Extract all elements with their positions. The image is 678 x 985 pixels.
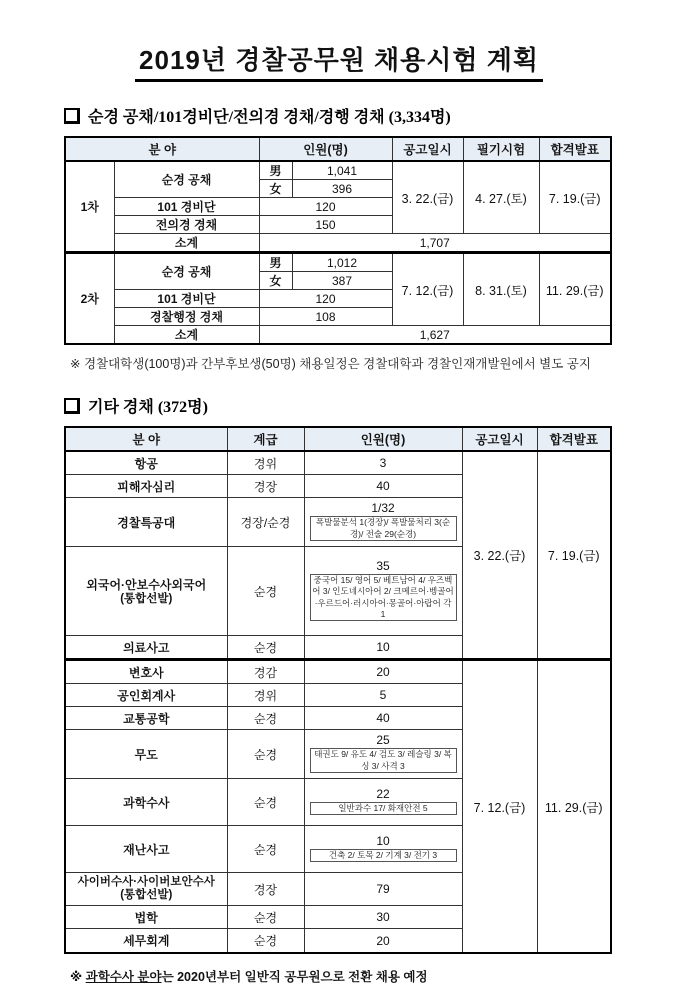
row-count: 20: [304, 929, 462, 954]
row-rank: 경감: [227, 660, 304, 684]
t1-r2-male-row: [65, 253, 611, 272]
t1-r2-admin-count: 108: [259, 308, 392, 326]
row-count: 40: [304, 707, 462, 730]
t1-round1-label: 1차: [65, 161, 114, 253]
t1-round2-label: 2차: [65, 253, 114, 345]
table-row-aviation: [65, 451, 611, 475]
row-field: 세무회계: [65, 929, 227, 954]
row-count-detail: 건축 2/ 토목 2/ 기계 3/ 전기 3: [310, 849, 457, 862]
row-count: 22: [376, 786, 390, 801]
t1-r1-guard-label: 101 경비단: [114, 198, 259, 216]
square-bullet-icon: [64, 398, 80, 414]
t2-header-pass: 합격발표: [537, 427, 611, 451]
title-wrap: [0, 0, 678, 82]
row-rank: 경장/순경: [227, 498, 304, 547]
t1-r2-guard-count: 120: [259, 290, 392, 308]
t1-r2-announce-date: 7. 12.(금): [392, 253, 463, 326]
row-count-cell: [304, 547, 462, 636]
row-count-cell: [304, 826, 462, 873]
row-count: 10: [376, 833, 390, 848]
row-field: 법학: [65, 906, 227, 929]
row-rank: 경위: [227, 684, 304, 707]
section2-heading: [64, 394, 678, 417]
t2-header-rank: 계급: [227, 427, 304, 451]
row-count: 30: [304, 906, 462, 929]
square-bullet-icon: [64, 108, 80, 124]
t1-r1-subtotal-row: [65, 234, 611, 253]
t1-header-count: 인원(명): [259, 137, 392, 161]
t1-r2-female-count: 387: [292, 272, 392, 290]
row-count: 3: [304, 451, 462, 475]
row-field: 과학수사: [65, 779, 227, 826]
page-title: 2019년 경찰공무원 채용시험 계획: [135, 40, 543, 82]
t1-header-written: 필기시험: [463, 137, 539, 161]
t2-header-announce: 공고일시: [462, 427, 537, 451]
row-field: 무도: [65, 730, 227, 779]
row-count: 1/32: [371, 501, 395, 516]
t1-r1-male-row: [65, 161, 611, 180]
table1-footnote: ※ 경찰대학생(100명)과 간부후보생(50명) 채용일정은 경찰대학과 경찰인재개발원에서 별도 공지: [70, 357, 591, 371]
row-count: 5: [304, 684, 462, 707]
row-rank: 순경: [227, 730, 304, 779]
row-rank: 순경: [227, 779, 304, 826]
t1-r1-written-date: 4. 27.(토): [463, 161, 539, 234]
t1-r2-written-date: 8. 31.(토): [463, 253, 539, 326]
section2-heading-text: 기타 경채 (372명): [88, 399, 208, 416]
t1-r2-male-count: 1,012: [292, 253, 392, 272]
row-count-detail: 태권도 9/ 유도 4/ 검도 3/ 레슬링 3/ 복싱 3/ 사격 3: [310, 748, 457, 772]
row-rank: 순경: [227, 906, 304, 929]
t1-r1-announce-date: 3. 22.(금): [392, 161, 463, 234]
row-field-cell: [65, 873, 227, 906]
t1-r2-subtotal-label: 소계: [114, 326, 259, 345]
t2-groupB-announce-date: 7. 12.(금): [462, 660, 537, 954]
row-field-cell: [65, 547, 227, 636]
male-label: 男: [259, 253, 292, 272]
t2-groupA-pass-date: 7. 19.(금): [537, 451, 611, 660]
t1-r2-admin-label: 경찰행정 경채: [114, 308, 259, 326]
t1-r1-subtotal-label: 소계: [114, 234, 259, 253]
row-rank: 순경: [227, 636, 304, 660]
row-field-sub: (통합선발): [120, 593, 173, 606]
row-field: 피해자심리: [65, 475, 227, 498]
female-label: 女: [259, 272, 292, 290]
t1-r2-guard-label: 101 경비단: [114, 290, 259, 308]
recruitment-schedule-table: [64, 136, 612, 345]
t1-r2-subtotal-count: 1,627: [259, 326, 611, 345]
table-row-lawyer: [65, 660, 611, 684]
t2-groupA-announce-date: 3. 22.(금): [462, 451, 537, 660]
row-count: 20: [304, 660, 462, 684]
row-rank: 경장: [227, 475, 304, 498]
row-rank: 경위: [227, 451, 304, 475]
special-recruitment-table: [64, 426, 612, 954]
row-count: 10: [304, 636, 462, 660]
footnote-rest-text: 는 2020년부터 일반직 공무원으로 전환 채용 예정: [161, 970, 428, 984]
t1-r1-male-count: 1,041: [292, 161, 392, 180]
t1-header-announce: 공고일시: [392, 137, 463, 161]
row-count-detail: 폭발물분석 1(경장)/ 폭발물처리 3(순경)/ 전술 29(순경): [310, 516, 457, 540]
row-field: 외국어·안보수사외국어: [86, 578, 207, 593]
row-count-cell: [304, 730, 462, 779]
row-count: 25: [376, 733, 390, 748]
t2-groupB-pass-date: 11. 29.(금): [537, 660, 611, 954]
row-field: 경찰특공대: [65, 498, 227, 547]
t1-header-field: 분 야: [65, 137, 259, 161]
t1-r2-pass-date: 11. 29.(금): [539, 253, 611, 326]
row-rank: 순경: [227, 547, 304, 636]
row-count-cell: [304, 779, 462, 826]
t1-r2-subtotal-row: [65, 326, 611, 345]
row-field: 의료사고: [65, 636, 227, 660]
female-label: 女: [259, 180, 292, 198]
row-field-sub: (통합선발): [120, 889, 173, 901]
t1-header-row: [65, 137, 611, 161]
row-count: 40: [304, 475, 462, 498]
row-field: 항공: [65, 451, 227, 475]
row-field: 재난사고: [65, 826, 227, 873]
row-field: 공인회계사: [65, 684, 227, 707]
row-count-detail: 일반과수 17/ 화재안전 5: [310, 802, 457, 815]
row-count: 35: [376, 559, 390, 574]
row-rank: 순경: [227, 826, 304, 873]
row-field: 변호사: [65, 660, 227, 684]
section1-heading: [64, 104, 678, 127]
t2-header-row: [65, 427, 611, 451]
row-rank: 경장: [227, 873, 304, 906]
row-count: 79: [304, 873, 462, 906]
footnote-marker: ※: [70, 970, 86, 984]
t2-header-count: 인원(명): [304, 427, 462, 451]
table2-footnote: [70, 967, 678, 985]
t1-r2-open-label: 순경 공채: [114, 253, 259, 290]
row-rank: 순경: [227, 707, 304, 730]
row-count-detail: 중국어 15/ 영어 5/ 베트남어 4/ 우즈벡어 3/ 인도네시아어 2/ 크메르어·벵골어·우르드어·러시아어·몽골어·아랍어 각 1: [310, 574, 457, 620]
t1-r1-jeonui-label: 전의경 경채: [114, 216, 259, 234]
t1-r1-jeonui-count: 150: [259, 216, 392, 234]
section1-heading-text: 순경 공채/101경비단/전의경 경채/경행 경채 (3,334명): [88, 109, 451, 126]
t1-r1-subtotal-count: 1,707: [259, 234, 611, 253]
male-label: 男: [259, 161, 292, 180]
t1-r1-open-label: 순경 공채: [114, 161, 259, 198]
row-field: 사이버수사·사이버보안수사: [77, 876, 215, 889]
footnote-underlined-text: 과학수사 분야: [85, 970, 162, 984]
t1-header-pass: 합격발표: [539, 137, 611, 161]
row-rank: 순경: [227, 929, 304, 954]
row-field: 교통공학: [65, 707, 227, 730]
t1-r1-pass-date: 7. 19.(금): [539, 161, 611, 234]
t2-header-field: 분 야: [65, 427, 227, 451]
row-count-cell: [304, 498, 462, 547]
t1-r1-female-count: 396: [292, 180, 392, 198]
t1-r1-guard-count: 120: [259, 198, 392, 216]
